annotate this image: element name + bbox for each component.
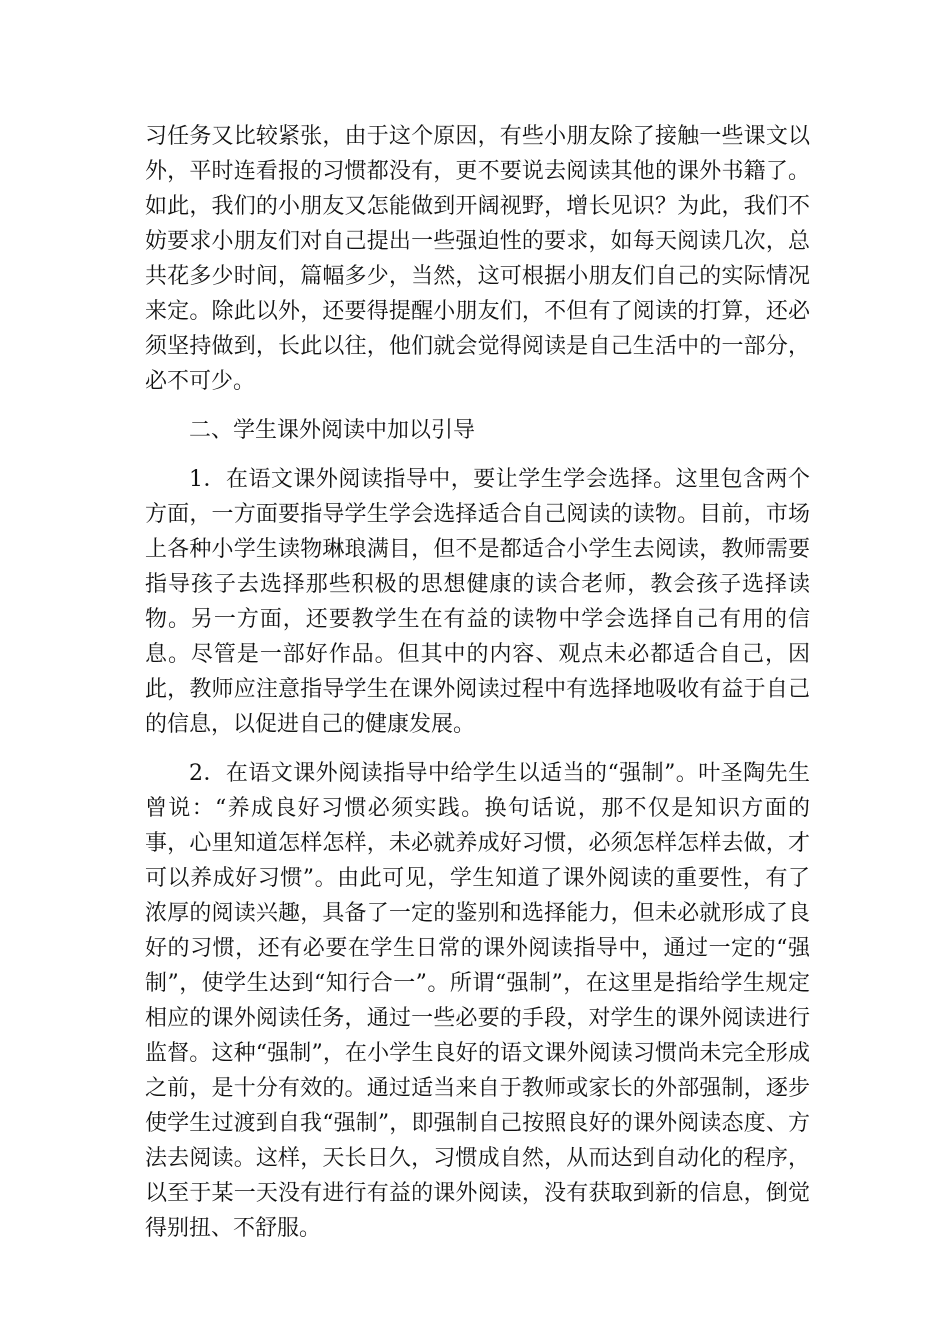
document-body [145, 119, 810, 1246]
paragraph-continuation: 习任务又比较紧张，由于这个原因，有些小朋友除了接触一些课文以外，平时连看报的习惯都没有，更不要说去阅读其他的课外书籍了。如此，我们的小朋友又怎能做到开阔视野，增长见识？为此，我们不妨要求小朋友们对自己提出一些强迫性的要求，如每天阅读几次，总共花多少时间，篇幅多少，当然，这可根据小朋友们自己的实际情况来定。除此以外，还要得提醒小朋友们，不但有了阅读的打算，还必须坚持做到，长此以往，他们就会觉得阅读是自己生活中的一部分，必不可少。 [145, 124, 810, 394]
paragraph-item-1: 1．在语文课外阅读指导中，要让学生学会选择。这里包含两个方面，一方面要指导学生学会选择适合自己阅读的读物。目前，市场上各种小学生读物琳琅满目，但不是都适合小学生去阅读，教师需要指导孩子去选择那些积极的思想健康的读合老师，教会孩子选择读物。另一方面，还要教学生在有益的读物中学会选择自己有用的信息。尽管是一部好作品。但其中的内容、观点未必都适合自己，因此，教师应注意指导学生在课外阅读过程中有选择地吸收有益于自己的信息，以促进自己的健康发展。 [145, 467, 810, 737]
paragraph-item-2: 2．在语文课外阅读指导中给学生以适当的“强制”。叶圣陶先生曾说：“养成良好习惯必须实践。换句话说，那不仅是知识方面的事，心里知道怎样怎样，未必就养成好习惯，必须怎样怎样去做，才可以养成好习惯”。由此可见，学生知道了课外阅读的重要性，有了浓厚的阅读兴趣，具备了一定的鉴别和选择能力，但未必就形成了良好的习惯，还有必要在学生日常的课外阅读指导中，通过一定的“强制”，使学生达到“知行合一”。所谓“强制”，在这里是指给学生规定相应的课外阅读任务，通过一些必要的手段，对学生的课外阅读进行监督。这种“强制”，在小学生良好的语文课外阅读习惯尚未完全形成之前，是十分有效的。通过适当来自于教师或家长的外部强制，逐步使学生过渡到自我“强制”，即强制自己按照良好的课外阅读态度、方法去阅读。这样，天长日久，习惯成自然，从而达到自动化的程序，以至于某一天没有进行有益的课外阅读，没有获取到新的信息，倒觉得别扭、不舒服。 [145, 761, 810, 1241]
section-heading: 二、学生课外阅读中加以引导 [189, 418, 476, 443]
